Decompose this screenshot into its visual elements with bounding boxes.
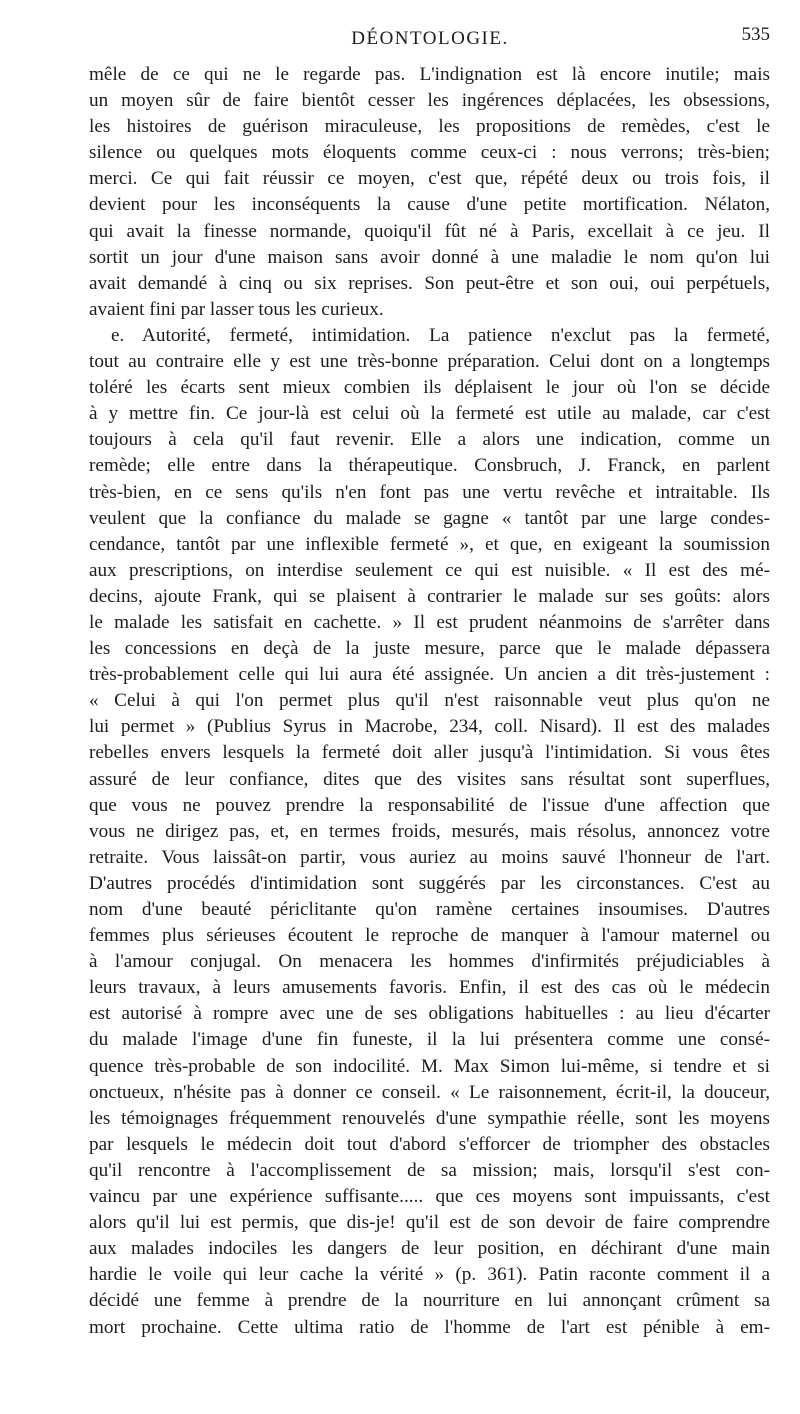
text-line: toléré les écarts sent mieux combien ils déplaisent le jour où l'on se décide bbox=[89, 377, 770, 399]
text-line: à l'amour conjugal. On menacera les hommes d'infirmités préjudiciables à bbox=[89, 951, 770, 973]
text-line: les témoignages fréquemment renouvelés d'une sympathie réelle, sont les moyens bbox=[89, 1107, 770, 1129]
text-line: très-bien, en ce sens qu'ils n'en font pas une vertu revêche et intraitable. Ils bbox=[89, 481, 770, 503]
text-line: rebelles envers lesquels la fermeté doit aller jusqu'à l'intimidation. Si vous êtes bbox=[89, 742, 770, 764]
text-line: « Celui à qui l'on permet plus qu'il n'est raisonnable veut plus qu'on ne bbox=[89, 690, 770, 712]
text-line: mort prochaine. Cette ultima ratio de l'homme de l'art est pénible à em- bbox=[89, 1316, 770, 1338]
text-line: retraite. Vous laissât-on partir, vous auriez au moins sauvé l'honneur de l'art. bbox=[89, 846, 770, 868]
text-line: décidé une femme à prendre de la nourriture en lui annonçant crûment sa bbox=[89, 1290, 770, 1312]
text-line: avaient fini par lasser tous les curieux. bbox=[89, 298, 384, 320]
text-line: les concessions en deçà de la juste mesure, parce que le malade dépassera bbox=[89, 638, 770, 660]
text-line: silence ou quelques mots éloquents comme ceux-ci : nous verrons; très-bien; bbox=[89, 142, 770, 164]
text-line: toujours à cela qu'il faut revenir. Elle a alors une indication, comme un bbox=[89, 429, 770, 451]
text-line: à y mettre fin. Ce jour-là est celui où la fermeté est utile au malade, car c'est bbox=[89, 403, 770, 425]
text-line: merci. Ce qui fait réussir ce moyen, c'est que, répété deux ou trois fois, il bbox=[89, 168, 770, 190]
text-line: hardie le voile qui leur cache la vérité » (p. 361). Patin raconte comment il a bbox=[89, 1264, 770, 1286]
body-text bbox=[89, 62, 770, 1341]
text-line: un moyen sûr de faire bientôt cesser les ingérences déplacées, les obsessions, bbox=[89, 90, 770, 112]
text-line: vaincu par une expérience suffisante..... que ces moyens sont impuissants, c'est bbox=[89, 1186, 770, 1208]
text-line: qui avait la finesse normande, quoiqu'il fût né à Paris, excellait à ce jeu. Il bbox=[89, 220, 770, 242]
text-line: est autorisé à rompre avec une de ses obligations habituelles : au lieu d'écarter bbox=[89, 1003, 770, 1025]
text-line: onctueux, n'hésite pas à donner ce conseil. « Le raisonnement, écrit-il, la douceur, bbox=[89, 1081, 770, 1103]
text-line: vous ne dirigez pas, et, en termes froids, mesurés, mais résolus, annoncez votre bbox=[89, 820, 770, 842]
text-line: devient pour les inconséquents la cause d'une petite mortification. Nélaton, bbox=[89, 194, 770, 216]
running-title: DÉONTOLOGIE. bbox=[351, 28, 509, 49]
text-line: femmes plus sérieuses écoutent le reproche de manquer à l'amour maternel ou bbox=[89, 925, 770, 947]
text-line: alors qu'il lui est permis, que dis-je! qu'il est de son devoir de faire comprendre bbox=[89, 1212, 770, 1234]
running-head bbox=[90, 24, 770, 54]
text-line: le malade les satisfait en cachette. » Il est prudent néanmoins de s'arrêter dans bbox=[89, 611, 770, 633]
text-line: les histoires de guérison miraculeuse, les propositions de remèdes, c'est le bbox=[89, 116, 770, 138]
text-line: sortit un jour d'une maison sans avoir donné à une maladie le nom qu'on lui bbox=[89, 246, 770, 268]
section-heading-line: e. Autorité, fermeté, intimidation. La patience n'exclut pas la fermeté, bbox=[111, 324, 770, 346]
text-line: avait demandé à cinq ou six reprises. Son peut-être et son oui, oui perpétuels, bbox=[89, 272, 770, 294]
text-line: qu'il rencontre à l'accomplissement de sa mission; mais, lorsqu'il s'est con- bbox=[89, 1159, 770, 1181]
text-line: cendance, tantôt par une inflexible fermeté », et que, en exigeant la soumission bbox=[89, 533, 770, 555]
text-line: decins, ajoute Frank, qui se plaisent à contrarier le malade sur ses goûts: alors bbox=[89, 585, 770, 607]
text-line: tout au contraire elle y est une très-bonne préparation. Celui dont on a longtemps bbox=[89, 351, 770, 373]
text-line: assuré de leur confiance, dites que des visites sans résultat sont superflues, bbox=[89, 768, 770, 790]
text-line: leurs travaux, à leurs amusements favoris. Enfin, il est des cas où le médecin bbox=[89, 977, 770, 999]
text-line: très-probablement celle qui lui aura été assignée. Un ancien a dit très-justement : bbox=[89, 664, 770, 686]
text-line: lui permet » (Publius Syrus in Macrobe, 234, coll. Nisard). Il est des malades bbox=[89, 716, 770, 738]
text-line: remède; elle entre dans la thérapeutique. Consbruch, J. Franck, en parlent bbox=[89, 455, 770, 477]
text-line: nom d'une beauté périclitante qu'on ramène certaines insoumises. D'autres bbox=[89, 899, 770, 920]
text-line: D'autres procédés d'intimidation sont suggérés par les circonstances. C'est au bbox=[89, 872, 770, 894]
text-line: par lesquels le médecin doit tout d'abord s'efforcer de triompher des obstacles bbox=[89, 1133, 770, 1155]
text-line: aux malades indociles les dangers de leur position, en déchirant d'une main bbox=[89, 1238, 770, 1260]
text-line: du malade l'image d'une fin funeste, il la lui présentera comme une consé- bbox=[89, 1029, 770, 1051]
text-line: aux prescriptions, on interdise seulement ce qui est nuisible. « Il est des mé- bbox=[89, 559, 770, 581]
text-line: veulent que la confiance du malade se gagne « tantôt par une large condes- bbox=[89, 507, 770, 529]
text-line: mêle de ce qui ne le regarde pas. L'indignation est là encore inutile; mais bbox=[89, 64, 770, 85]
text-line: quence très-probable de son indocilité. M. Max Simon lui-même, si tendre et si bbox=[89, 1055, 770, 1077]
text-line: que vous ne pouvez prendre la responsabilité de l'issue d'une affection que bbox=[89, 794, 770, 816]
page-number: 535 bbox=[741, 24, 770, 45]
